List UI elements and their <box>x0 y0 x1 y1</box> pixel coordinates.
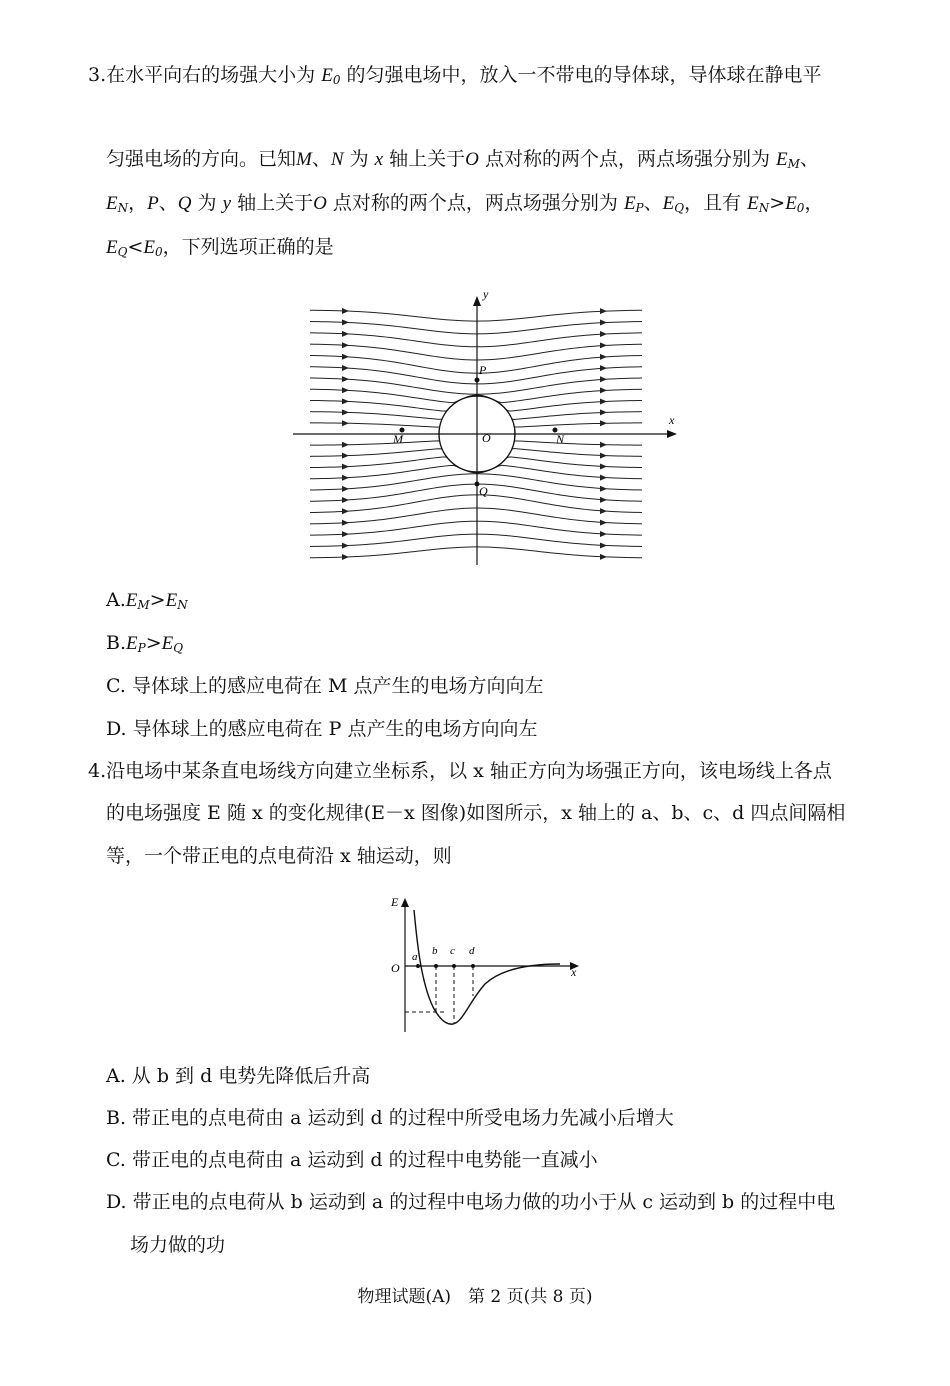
field-arrow-icon <box>342 486 349 492</box>
field-arrow-icon <box>600 508 607 514</box>
field-arrow-icon <box>342 453 349 459</box>
point-n-label: N <box>556 432 565 446</box>
field-arrow-icon <box>342 475 349 481</box>
origin-label: O <box>482 431 491 445</box>
field-arrow-icon <box>342 531 349 537</box>
q3-field-line-figure <box>285 282 685 567</box>
point-a-dot <box>416 964 420 968</box>
field-arrow-icon <box>342 554 349 560</box>
field-arrow-icon <box>342 387 349 393</box>
field-arrow-icon <box>600 464 607 470</box>
field-line <box>310 534 642 546</box>
q4-option-b: B. 带正电的点电荷由 a 运动到 d 的过程中所受电场力先减小后增大 <box>106 1107 674 1129</box>
field-arrow-icon <box>600 497 607 503</box>
field-arrow-icon <box>342 342 349 348</box>
field-arrow-icon <box>342 354 349 360</box>
field-arrow-icon <box>342 409 349 415</box>
field-arrow-icon <box>342 497 349 503</box>
field-arrow-icon <box>342 442 349 448</box>
q4-line-3: 等，一个带正电的点电荷沿 x 轴运动，则 <box>106 845 452 867</box>
e-axis-label: E <box>391 895 399 909</box>
field-arrow-icon <box>342 398 349 404</box>
field-arrow-icon <box>342 376 349 382</box>
point-p-dot <box>475 378 480 383</box>
point-d-dot <box>471 964 475 968</box>
point-m-label: M <box>393 432 403 446</box>
field-arrow-icon <box>342 543 349 549</box>
field-line <box>310 484 642 501</box>
q4-option-c: C. 带正电的点电荷由 a 运动到 d 的过程中电势能一直减小 <box>106 1149 598 1171</box>
q3-line-3: $E_N$，P、Q 为 y 轴上关于O 点对称的两个点，两点场强分别为 $E_P$、$E_Q$，且有 $E_N>E_0$， <box>106 192 824 215</box>
field-arrow-icon <box>342 520 349 526</box>
q4-e-x-graph <box>385 892 585 1037</box>
q4-line-1: 4.沿电场中某条直电场线方向建立坐标系，以 x 轴正方向为场强正方向，该电场线上各点 <box>88 760 832 782</box>
field-arrow-icon <box>600 442 607 448</box>
field-arrow-icon <box>600 420 607 426</box>
point-c-label: c <box>450 945 455 957</box>
field-arrow-icon <box>600 376 607 382</box>
q4-option-a: A. 从 b 到 d 电势先降低后升高 <box>106 1065 371 1087</box>
field-arrow-icon <box>600 475 607 481</box>
page-footer: 物理试题(A) 第 2 页(共 8 页) <box>357 1287 593 1307</box>
point-p-label: P <box>479 363 487 377</box>
field-arrow-icon <box>342 308 349 314</box>
y-axis-arrow-icon <box>473 296 481 306</box>
field-arrow-icon <box>600 409 607 415</box>
field-line <box>310 333 642 347</box>
q3-line-4: $E_Q<E_0$，下列选项正确的是 <box>106 236 334 259</box>
field-arrow-icon <box>600 354 607 360</box>
point-a-label: a <box>412 951 418 963</box>
field-line <box>310 310 642 321</box>
q3-option-b: $B.E_P>E_Q$ <box>106 632 184 655</box>
field-arrow-icon <box>342 464 349 470</box>
field-arrow-icon <box>600 365 607 371</box>
field-arrow-icon <box>342 365 349 371</box>
field-arrow-icon <box>600 342 607 348</box>
x-axis-arrow-icon <box>667 430 677 438</box>
field-arrow-icon <box>600 486 607 492</box>
q4-option-d-line-1: D. 带正电的点电荷从 b 运动到 a 的过程中电场力做的功小于从 c 运动到 b 的过程中电 <box>106 1191 836 1213</box>
field-arrow-icon <box>600 387 607 393</box>
field-arrow-icon <box>600 531 607 537</box>
e-axis-arrow-icon <box>401 898 409 907</box>
q4-line-2: 的电场强度 E 随 x 的变化规律(E－x 图像)如图所示，x 轴上的 a、b、c、d 四点间隔相 <box>106 802 846 824</box>
field-arrow-icon <box>600 331 607 337</box>
field-arrow-icon <box>342 331 349 337</box>
point-q-label: Q <box>479 484 488 498</box>
field-arrow-icon <box>600 453 607 459</box>
origin-label: O <box>391 961 400 975</box>
field-line <box>310 547 642 558</box>
q3-option-c: C. 导体球上的感应电荷在 M 点产生的电场方向向左 <box>106 675 544 697</box>
field-arrow-icon <box>342 420 349 426</box>
field-line <box>310 495 642 513</box>
point-b-dot <box>434 964 438 968</box>
x-axis-label: x <box>669 413 675 427</box>
q3-option-a: $A.E_M>E_N$ <box>106 589 188 612</box>
q3-line-2: 匀强电场的方向。已知M、N 为 x 轴上关于O 点对称的两个点，两点场强分别为 $E_M$、 <box>106 148 819 171</box>
q3-option-d: D. 导体球上的感应电荷在 P 点产生的电场方向向左 <box>106 718 538 740</box>
q4-option-d-line-2: 场力做的功 <box>130 1234 226 1256</box>
point-c-dot <box>452 964 456 968</box>
x-axis-label: x <box>571 965 577 979</box>
field-line <box>310 322 642 334</box>
field-arrow-icon <box>600 520 607 526</box>
field-arrow-icon <box>600 542 607 548</box>
y-axis-label: y <box>483 287 489 301</box>
field-arrow-icon <box>600 320 607 326</box>
field-line <box>310 521 642 535</box>
field-arrow-icon <box>600 554 607 560</box>
point-b-label: b <box>432 945 438 957</box>
field-arrow-icon <box>342 319 349 325</box>
field-arrow-icon <box>600 398 607 404</box>
q3-line-1: 3.在水平向右的场强大小为 $E_0$ 的匀强电场中，放入一不带电的导体球，导体球在静电平 <box>88 64 822 87</box>
point-d-label: d <box>469 945 475 957</box>
field-line <box>310 355 642 373</box>
field-arrow-icon <box>600 308 607 314</box>
field-arrow-icon <box>342 508 349 514</box>
